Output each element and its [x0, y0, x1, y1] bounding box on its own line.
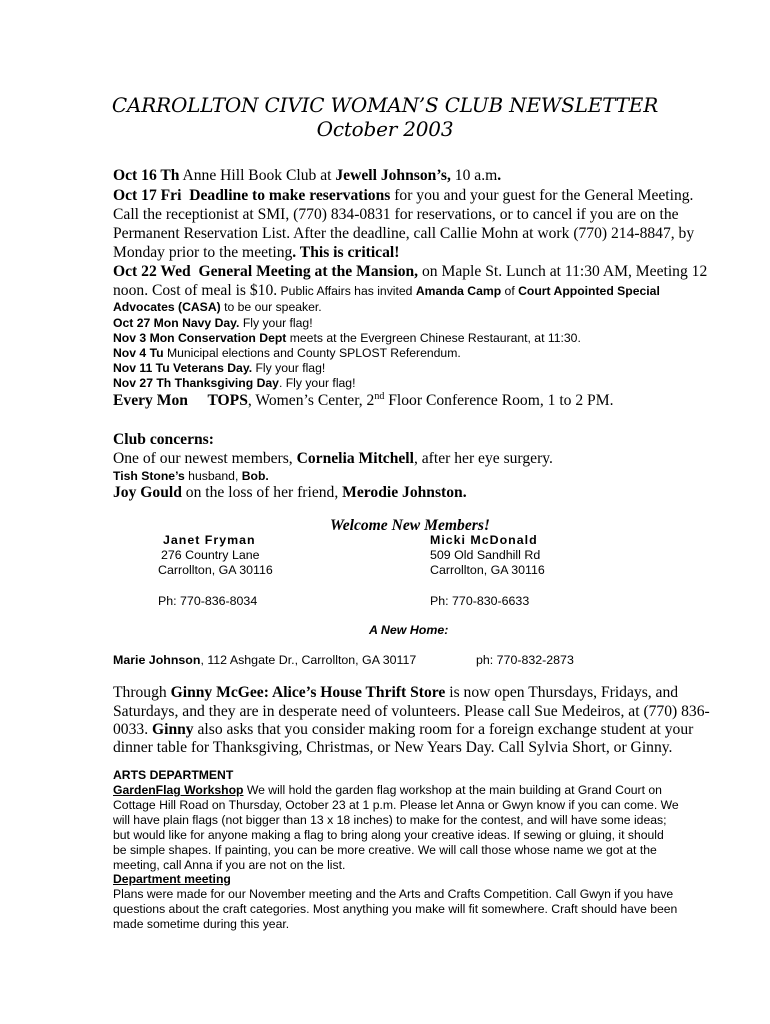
event-oct17-line2: Call the receptionist at SMI, (770) 834-0831 for reservations, or to cancel if you are on the — [113, 206, 679, 223]
new-home-entry: Marie Johnson, 112 Ashgate Dr., Carrollton, GA 30117 — [113, 653, 417, 667]
event-nov4: Nov 4 Tu Municipal elections and County SPLOST Referendum. — [113, 346, 461, 360]
newsletter-title: CARROLLTON CIVIC WOMAN’S CLUB NEWSLETTER — [111, 93, 659, 117]
member2-city: Carrollton, GA 30116 — [430, 563, 545, 577]
event-oct17: Oct 17 Fri Deadline to make reservations for you and your guest for the General Meeting. — [113, 187, 694, 204]
event-oct27: Oct 27 Mon Navy Day. Fly your flag! — [113, 316, 313, 330]
thrift-line1: Through Ginny McGee: Alice’s House Thrift Store is now open Thursdays, Fridays, and — [113, 684, 679, 701]
event-oct22-line2: noon. Cost of meal is $10. Public Affairs has invited Amanda Camp of Court Appointed Special — [113, 282, 660, 299]
member2-phone: Ph: 770-830-6633 — [430, 594, 530, 608]
new-home-heading: A New Home: — [369, 623, 449, 637]
concerns-line3: Joy Gould on the loss of her friend, Merodie Johnston. — [113, 484, 467, 501]
new-home-phone: ph: 770-832-2873 — [476, 653, 574, 667]
event-oct22-line3: Advocates (CASA) to be our speaker. — [113, 300, 322, 314]
arts-dept-line3: made sometime during this year. — [113, 917, 290, 931]
member1-street: 276 Country Lane — [161, 548, 260, 562]
arts-workshop-line4: but would like for anyone making a flag to bring along your creative ideas. If sewing or gluing, it should — [113, 828, 664, 842]
concerns-heading: Club concerns: — [113, 431, 214, 448]
arts-workshop-line6: meeting, call Anna if you are not on the list. — [113, 858, 346, 872]
arts-dept-line2: questions about the craft categories. Most anything you make will fit somewhere. Craft should have been — [113, 902, 678, 916]
concerns-line2: Tish Stone’s husband, Bob. — [113, 469, 269, 483]
event-nov3: Nov 3 Mon Conservation Dept meets at the Evergreen Chinese Restaurant, at 11:30. — [113, 331, 581, 345]
member2-street: 509 Old Sandhill Rd — [430, 548, 541, 562]
event-every-mon: Every Mon TOPS, Women’s Center, 2nd Floor Conference Room, 1 to 2 PM. — [113, 391, 614, 410]
event-oct22: Oct 22 Wed General Meeting at the Mansion, on Maple St. Lunch at 11:30 AM, Meeting 12 — [113, 263, 708, 280]
thrift-line4: dinner table for Thanksgiving, Christmas, or New Years Day. Call Sylvia Short, or Ginny. — [113, 739, 673, 756]
arts-dept-meeting-heading: Department meeting — [113, 872, 231, 886]
member2-name: Micki McDonald — [430, 533, 538, 547]
arts-workshop-line2: Cottage Hill Road on Thursday, October 23 at 1 p.m. Please let Anna or Gwyn know if you can come. We — [113, 798, 679, 812]
concerns-line1: One of our newest members, Cornelia Mitchell, after her eye surgery. — [113, 450, 553, 467]
arts-workshop-line5: be simple shapes. If painting, you can be more creative. We will call those whose name we got at the — [113, 843, 657, 857]
thrift-line3: 0033. Ginny also asks that you consider making room for a foreign exchange student at your — [113, 721, 694, 738]
welcome-heading: Welcome New Members! — [330, 517, 490, 534]
member1-name: Janet Fryman — [163, 533, 256, 547]
arts-dept-line1: Plans were made for our November meeting and the Arts and Crafts Competition. Call Gwyn if you have — [113, 887, 674, 901]
event-oct17-line3: Permanent Reservation List. After the deadline, call Callie Mohn at work (770) 214-8847, by — [113, 225, 695, 242]
thrift-line2: Saturdays, and they are in desperate need of volunteers. Please call Sue Medeiros, at (770) 836- — [113, 703, 710, 720]
event-nov27: Nov 27 Th Thanksgiving Day. Fly your flag! — [113, 376, 356, 390]
arts-workshop-line1: GardenFlag Workshop We will hold the garden flag workshop at the main building at Grand Court on — [113, 783, 662, 797]
event-nov11: Nov 11 Tu Veterans Day. Fly your flag! — [113, 361, 326, 375]
newsletter-date: October 2003 — [316, 117, 454, 141]
event-oct17-line4: Monday prior to the meeting. This is critical! — [113, 244, 400, 261]
event-oct16: Oct 16 Th Anne Hill Book Club at Jewell Johnson’s, 10 a.m. — [113, 167, 502, 184]
member1-city: Carrollton, GA 30116 — [158, 563, 273, 577]
member1-phone: Ph: 770-836-8034 — [158, 594, 258, 608]
arts-heading: ARTS DEPARTMENT — [113, 768, 234, 782]
arts-workshop-line3: will have plain flags (not bigger than 13 x 18 inches) to make for the contest, and will have some ideas; — [113, 813, 667, 827]
